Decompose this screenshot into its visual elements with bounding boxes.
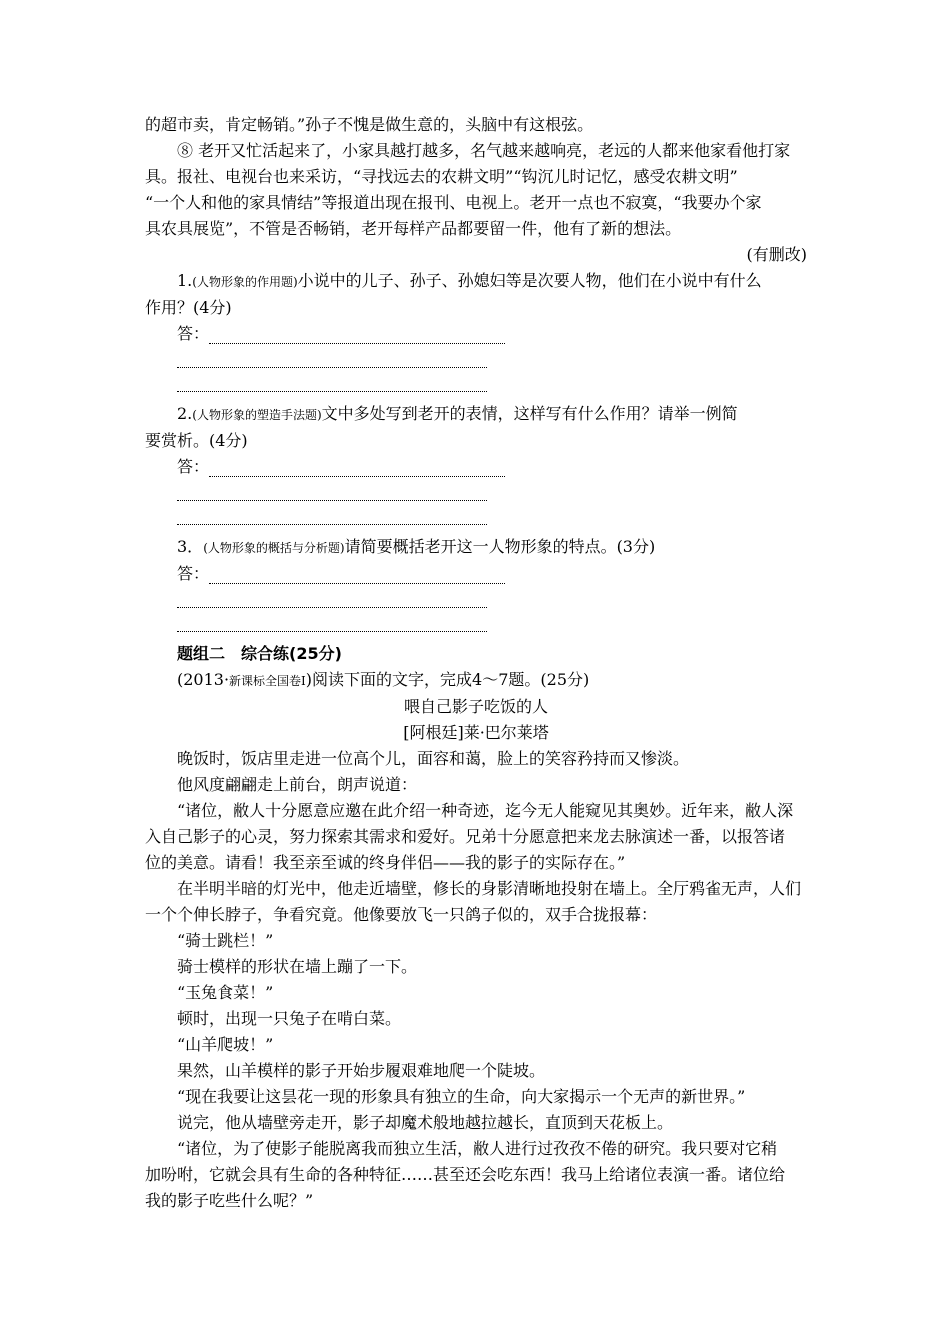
story-line: 骑士模样的形状在墙上蹦了一下。	[177, 957, 418, 976]
question-text: 文中多处写到老开的表情，这样写有什么作用？请举一例简	[321, 404, 738, 423]
answer-dotted-line	[177, 500, 487, 501]
answer-label: 答：	[177, 564, 210, 583]
story-line: 顿时，出现一只兔子在啃白菜。	[177, 1009, 402, 1028]
story-line: 加吩咐，它就会具有生命的各种特征……甚至还会吃东西！我马上给诸位表演一番。诸位给	[145, 1165, 786, 1184]
question-type-tag: (人物形象的概括与分析题)	[203, 541, 345, 555]
story-tail	[145, 112, 807, 268]
question-1	[145, 268, 807, 399]
exam-source-tag: 新课标全国卷Ⅰ	[229, 674, 306, 688]
answer-line[interactable]	[145, 454, 807, 480]
answer-label: 答：	[177, 324, 210, 343]
story-line: 一个个伸长脖子，争看究竟。他像要放飞一只鸽子似的，双手合拢报幕：	[145, 905, 658, 924]
answer-dotted-line	[177, 524, 487, 525]
question-text: 小说中的儿子、孙子、孙媳妇等是次要人物，他们在小说中有什么	[297, 271, 762, 290]
group-header: 题组二 综合练(25分)	[177, 644, 342, 663]
story-line: 他风度翩翩走上前台，朗声说道：	[177, 775, 418, 794]
question-text-cont: 要赏析。(4分)	[145, 431, 248, 450]
story-line: 在半明半暗的灯光中，他走近墙壁，修长的身影清晰地投射在墙上。全厅鸦雀无声，人们	[177, 879, 802, 898]
group-two	[145, 641, 807, 746]
question-number: 2.	[177, 404, 193, 423]
story-line: 位的美意。请看！我至亲至诚的终身伴侣——我的影子的实际存在。”	[145, 853, 626, 872]
answer-line[interactable]	[145, 347, 807, 373]
question-text-cont: 作用？(4分)	[145, 298, 232, 317]
story-line: “玉兔食菜！”	[177, 983, 274, 1002]
story-line: “骑士跳栏！”	[177, 931, 274, 950]
text-line: 的超市卖，肯定畅销。”孙子不愧是做生意的，头脑中有这根弦。	[145, 115, 594, 134]
story-body	[145, 746, 807, 1214]
answer-dotted-line	[209, 343, 505, 344]
answer-line[interactable]	[145, 506, 807, 532]
answer-dotted-line	[177, 607, 487, 608]
question-text: 请简要概括老开这一人物形象的特点。(3分)	[344, 537, 656, 556]
text-line: ⑧ 老开又忙活起来了，小家具越打越多，名气越来越响亮，老远的人都来他家看他打家	[177, 141, 791, 160]
answer-dotted-line	[209, 476, 505, 477]
question-type-tag: (人物形象的塑造手法题)	[192, 408, 322, 422]
answer-dotted-line	[177, 367, 487, 368]
exam-suffix: )阅读下面的文字，完成4～7题。(25分)	[305, 670, 590, 689]
text-line: 具农具展览”，不管是否畅销，老开每样产品都要留一件，他有了新的想法。	[145, 219, 682, 238]
story-line: “诸位，敝人十分愿意应邀在此介绍一种奇迹，迄今无人能窥见其奥妙。近年来，敝人深	[177, 801, 794, 820]
text-line: “一个人和他的家具情结”等报道出现在报刊、电视上。老开一点也不寂寞，“我要办个家	[145, 193, 762, 212]
story-line: “诸位，为了使影子能脱离我而独立生活，敝人进行过孜孜不倦的研究。我只要对它稍	[177, 1139, 778, 1158]
story-title: 喂自己影子吃饭的人	[403, 697, 548, 716]
story-line: 果然，山羊模样的影子开始步履艰难地爬一个陡坡。	[177, 1061, 546, 1080]
exam-instruction	[177, 667, 807, 694]
answer-line[interactable]	[145, 613, 807, 639]
story-line: 入自己影子的心灵，努力探索其需求和爱好。兄弟十分愿意把来龙去脉演述一番，以报答诸	[145, 827, 786, 846]
story-line: “现在我要让这昙花一现的形象具有独立的生命，向大家揭示一个无声的新世界。”	[177, 1087, 746, 1106]
story-line: 晚饭时，饭店里走进一位高个儿，面容和蔼，脸上的笑容矜持而又惨淡。	[177, 749, 690, 768]
question-number: 3．	[177, 537, 204, 556]
story-line: 我的影子吃些什么呢？”	[145, 1191, 314, 1210]
question-2	[145, 401, 807, 532]
answer-dotted-line	[209, 583, 505, 584]
document-page	[145, 112, 807, 1214]
source-note: (有删改)	[746, 245, 807, 264]
question-number: 1.	[177, 271, 193, 290]
answer-label: 答：	[177, 457, 210, 476]
answer-line[interactable]	[145, 480, 807, 506]
answer-dotted-line	[177, 391, 487, 392]
answer-line[interactable]	[145, 587, 807, 613]
answer-line[interactable]	[145, 373, 807, 399]
text-line: 具。报社、电视台也来采访，“寻找远去的农耕文明”“钩沉儿时记忆，感受农耕文明”	[145, 167, 738, 186]
question-type-tag: (人物形象的作用题)	[192, 275, 298, 289]
answer-line[interactable]	[145, 321, 807, 347]
answer-dotted-line	[177, 631, 487, 632]
answer-line[interactable]	[145, 561, 807, 587]
exam-prefix: (2013·	[177, 670, 230, 689]
story-line: 说完，他从墙壁旁走开，影子却魔术般地越拉越长，直顶到天花板上。	[177, 1113, 674, 1132]
question-3	[145, 534, 807, 639]
story-line: “山羊爬坡！”	[177, 1035, 274, 1054]
story-author: [阿根廷]莱·巴尔莱塔	[403, 723, 549, 742]
